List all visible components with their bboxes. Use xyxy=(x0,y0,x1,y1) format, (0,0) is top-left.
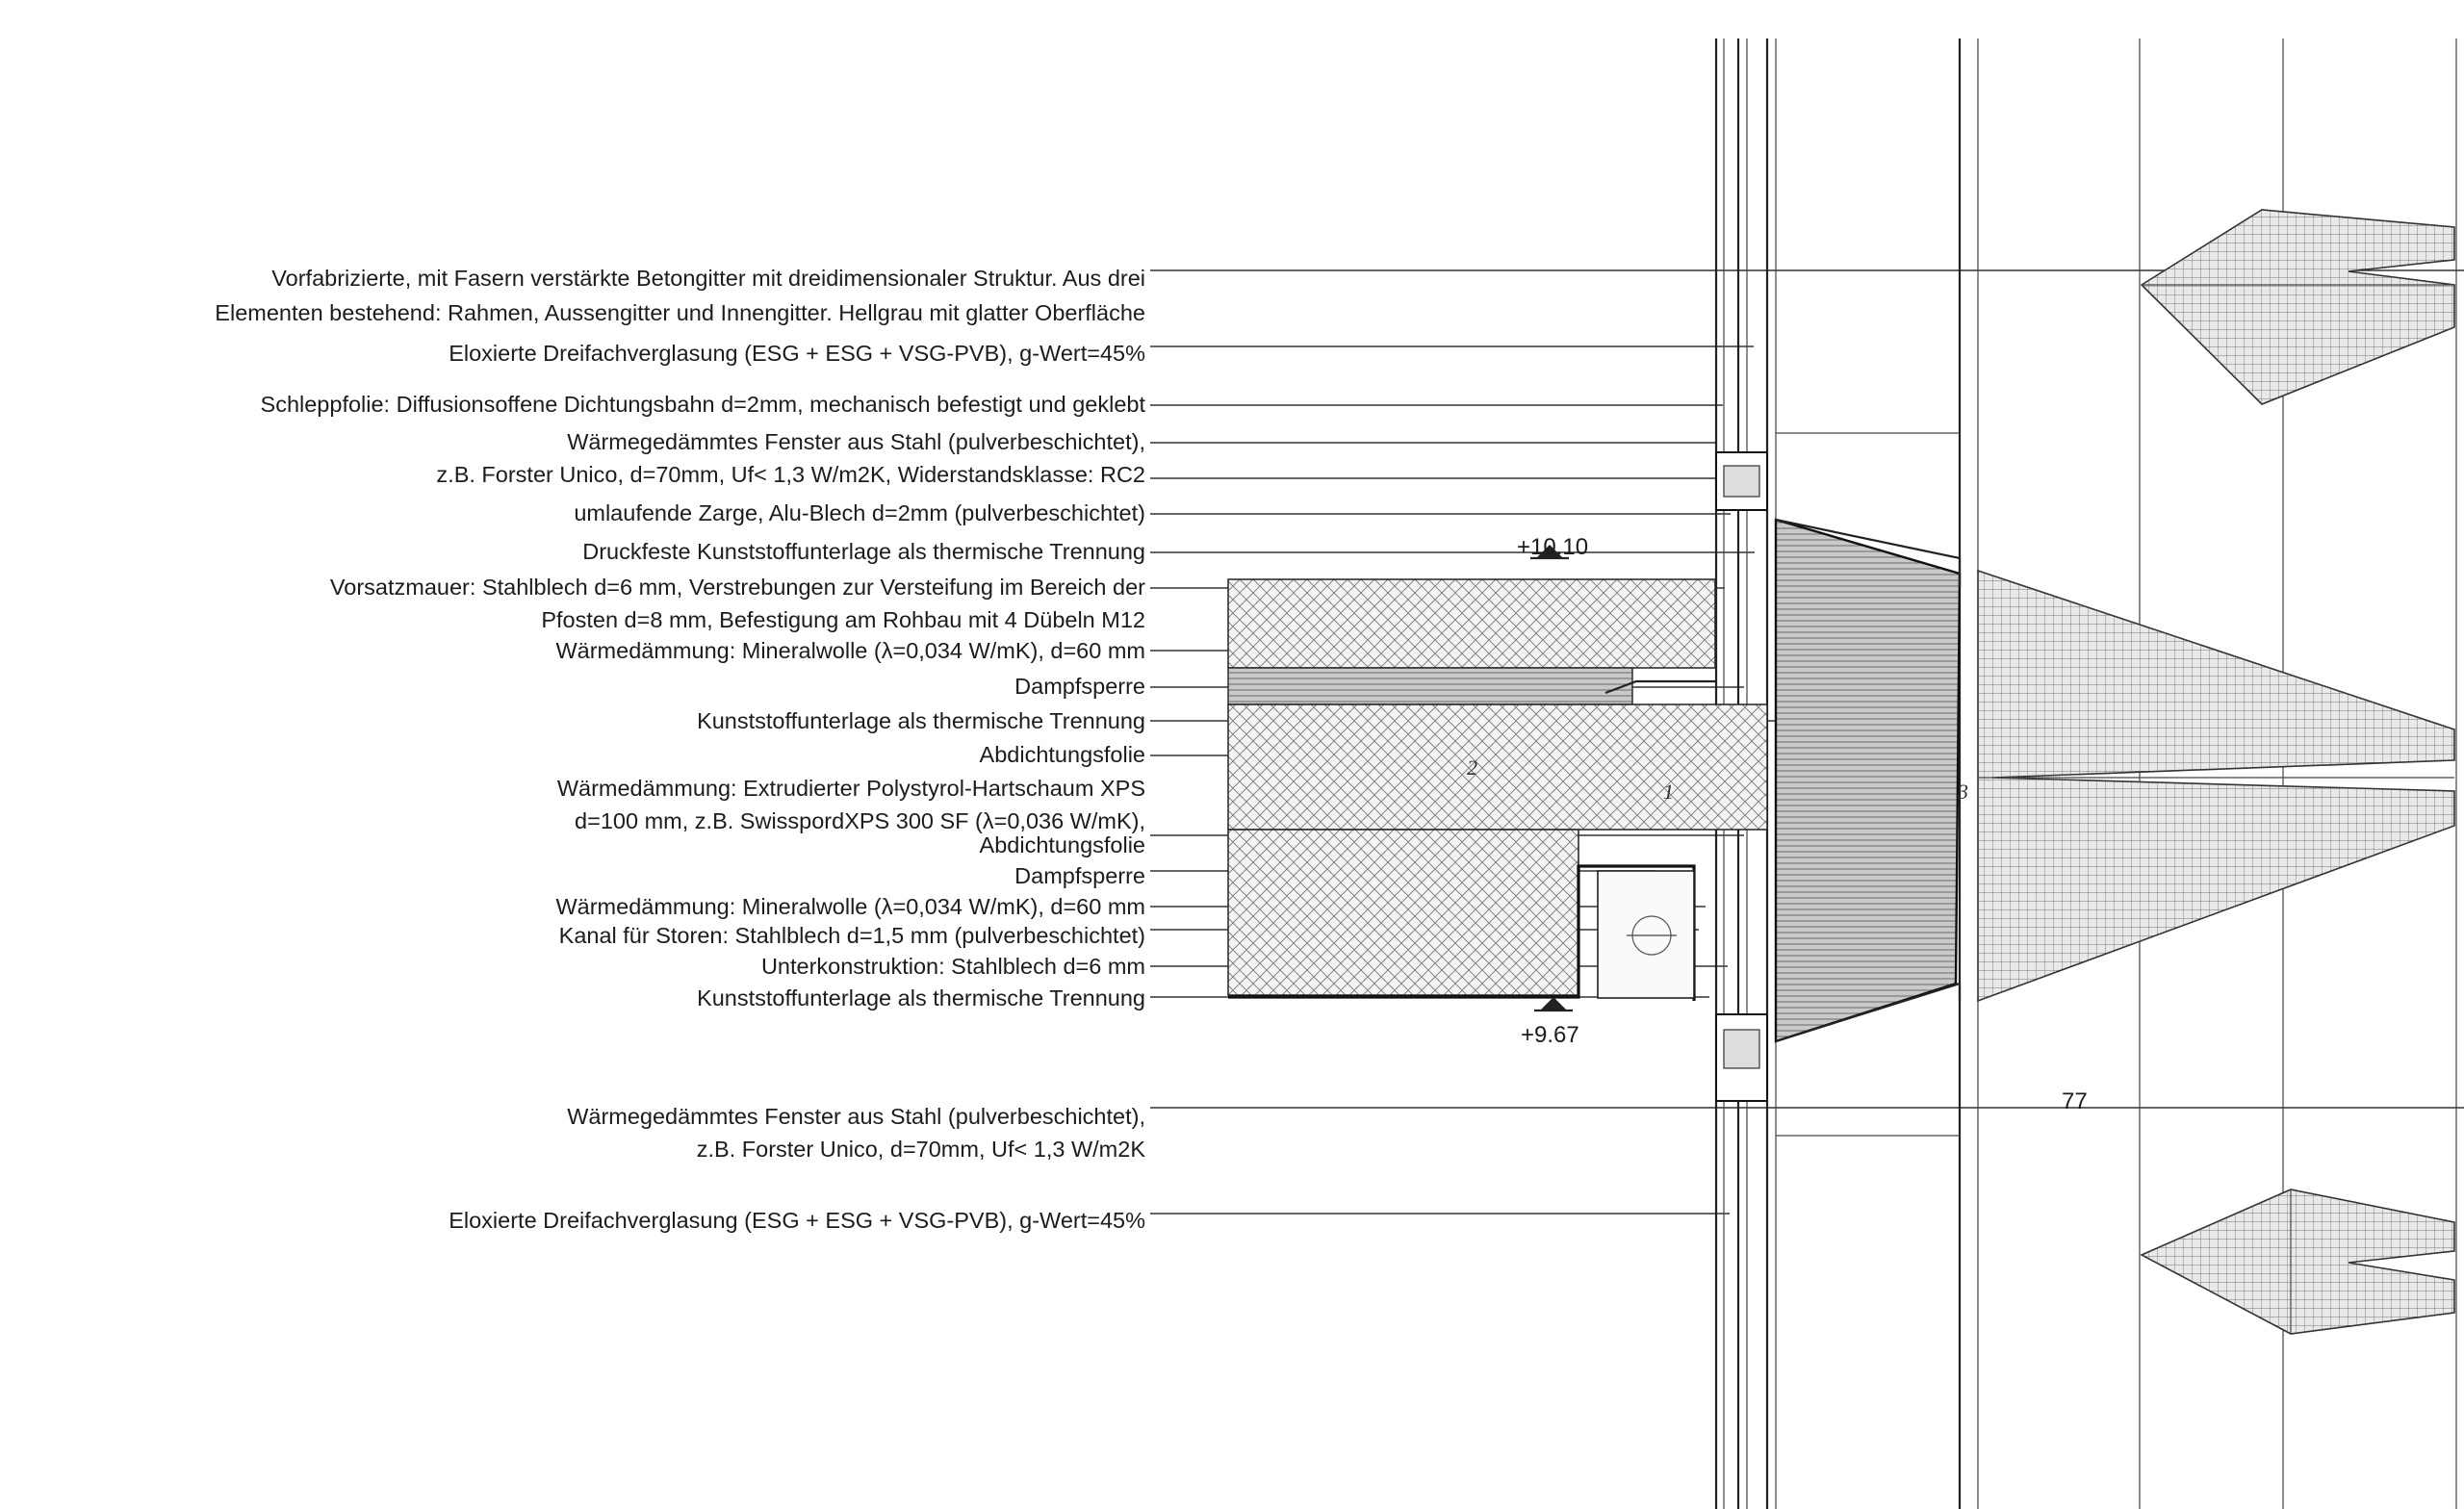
label-vapour-barrier-1: Dampfsperre xyxy=(1014,674,1145,699)
label-window-bottom-2: z.B. Forster Unico, d=70mm, Uf< 1,3 W/m2K xyxy=(696,1137,1145,1162)
label-substructure: Unterkonstruktion: Stahlblech d=6 mm xyxy=(760,954,1145,979)
label-facing-wall-2: Pfosten d=8 mm, Befestigung am Rohbau mit 4 Dübeln M12 xyxy=(541,607,1145,632)
label-insulation-1: Wärmedämmung: Mineralwolle (λ=0,034 W/mK), d=60 mm xyxy=(555,638,1145,663)
annotation-labels xyxy=(215,266,1145,1233)
label-thermal-break-1: Druckfeste Kunststoffunterlage als thermische Trennung xyxy=(582,539,1145,564)
label-membrane: Schleppfolie: Diffusionsoffene Dichtungsbahn d=2mm, mechanisch befestigt und geklebt xyxy=(260,392,1145,417)
width-dimension: 77 xyxy=(2062,1088,2088,1114)
lower-insulation-layer xyxy=(1228,830,1578,995)
label-glazing-bottom: Eloxierte Dreifachverglasung (ESG + ESG + VSG-PVB), g-Wert=45% xyxy=(449,1208,1145,1233)
label-frame: umlaufende Zarge, Alu-Blech d=2mm (pulverbeschichtet) xyxy=(574,500,1145,525)
label-sealing-foil-2: Abdichtungsfolie xyxy=(979,832,1145,857)
top-level-dimension: +10.10 xyxy=(1517,534,1589,560)
bottom-level-dimension: +9.67 xyxy=(1521,1022,1579,1048)
label-blind-channel: Kanal für Storen: Stahlblech d=1,5 mm (pulverbeschichtet) xyxy=(558,923,1145,948)
label-window-top: Wärmegedämmtes Fenster aus Stahl (pulverbeschichtet), xyxy=(567,429,1145,454)
concrete-grille xyxy=(1978,210,2454,1334)
label-grille: Vorfabrizierte, mit Fasern verstärkte Betongitter mit dreidimensionaler Struktur. Aus drei xyxy=(271,266,1145,291)
label-window-top-2: z.B. Forster Unico, d=70mm, Uf< 1,3 W/m2K, Widerstandsklasse: RC2 xyxy=(436,462,1145,487)
blind-channel xyxy=(1598,871,1694,998)
label-facing-wall: Vorsatzmauer: Stahlblech d=6 mm, Verstrebungen zur Versteifung im Bereich der xyxy=(329,575,1145,600)
xps-insulation-layer xyxy=(1228,704,1767,830)
section-tag-a: 2 xyxy=(1467,755,1477,780)
label-xps: Wärmedämmung: Extrudierter Polystyrol-Hartschaum XPS xyxy=(556,776,1145,801)
label-vapour-barrier-2: Dampfsperre xyxy=(1014,863,1145,888)
upper-insulation-layer xyxy=(1228,579,1715,668)
steel-facing-plate xyxy=(1776,520,1960,1041)
label-xps-2: d=100 mm, z.B. SwisspordXPS 300 SF (λ=0,036 W/mK), xyxy=(575,808,1145,833)
label-glazing-top: Eloxierte Dreifachverglasung (ESG + ESG + VSG-PVB), g-Wert=45% xyxy=(449,341,1145,366)
label-sealing-foil-1: Abdichtungsfolie xyxy=(979,742,1145,767)
label-window-bottom: Wärmegedämmtes Fenster aus Stahl (pulverbeschichtet), xyxy=(567,1104,1145,1129)
vapour-barrier-layer xyxy=(1228,668,1632,704)
label-grille-2: Elementen bestehend: Rahmen, Aussengitter und Innengitter. Hellgrau mit glatter Oberfläche xyxy=(215,300,1145,325)
section-tag-b: 1 xyxy=(1663,780,1674,804)
label-thermal-break-3: Kunststoffunterlage als thermische Trennung xyxy=(697,985,1145,1010)
section-tag-c: 3 xyxy=(1958,780,1968,804)
label-insulation-2: Wärmedämmung: Mineralwolle (λ=0,034 W/mK), d=60 mm xyxy=(555,894,1145,919)
label-thermal-break-2: Kunststoffunterlage als thermische Trennung xyxy=(697,708,1145,733)
